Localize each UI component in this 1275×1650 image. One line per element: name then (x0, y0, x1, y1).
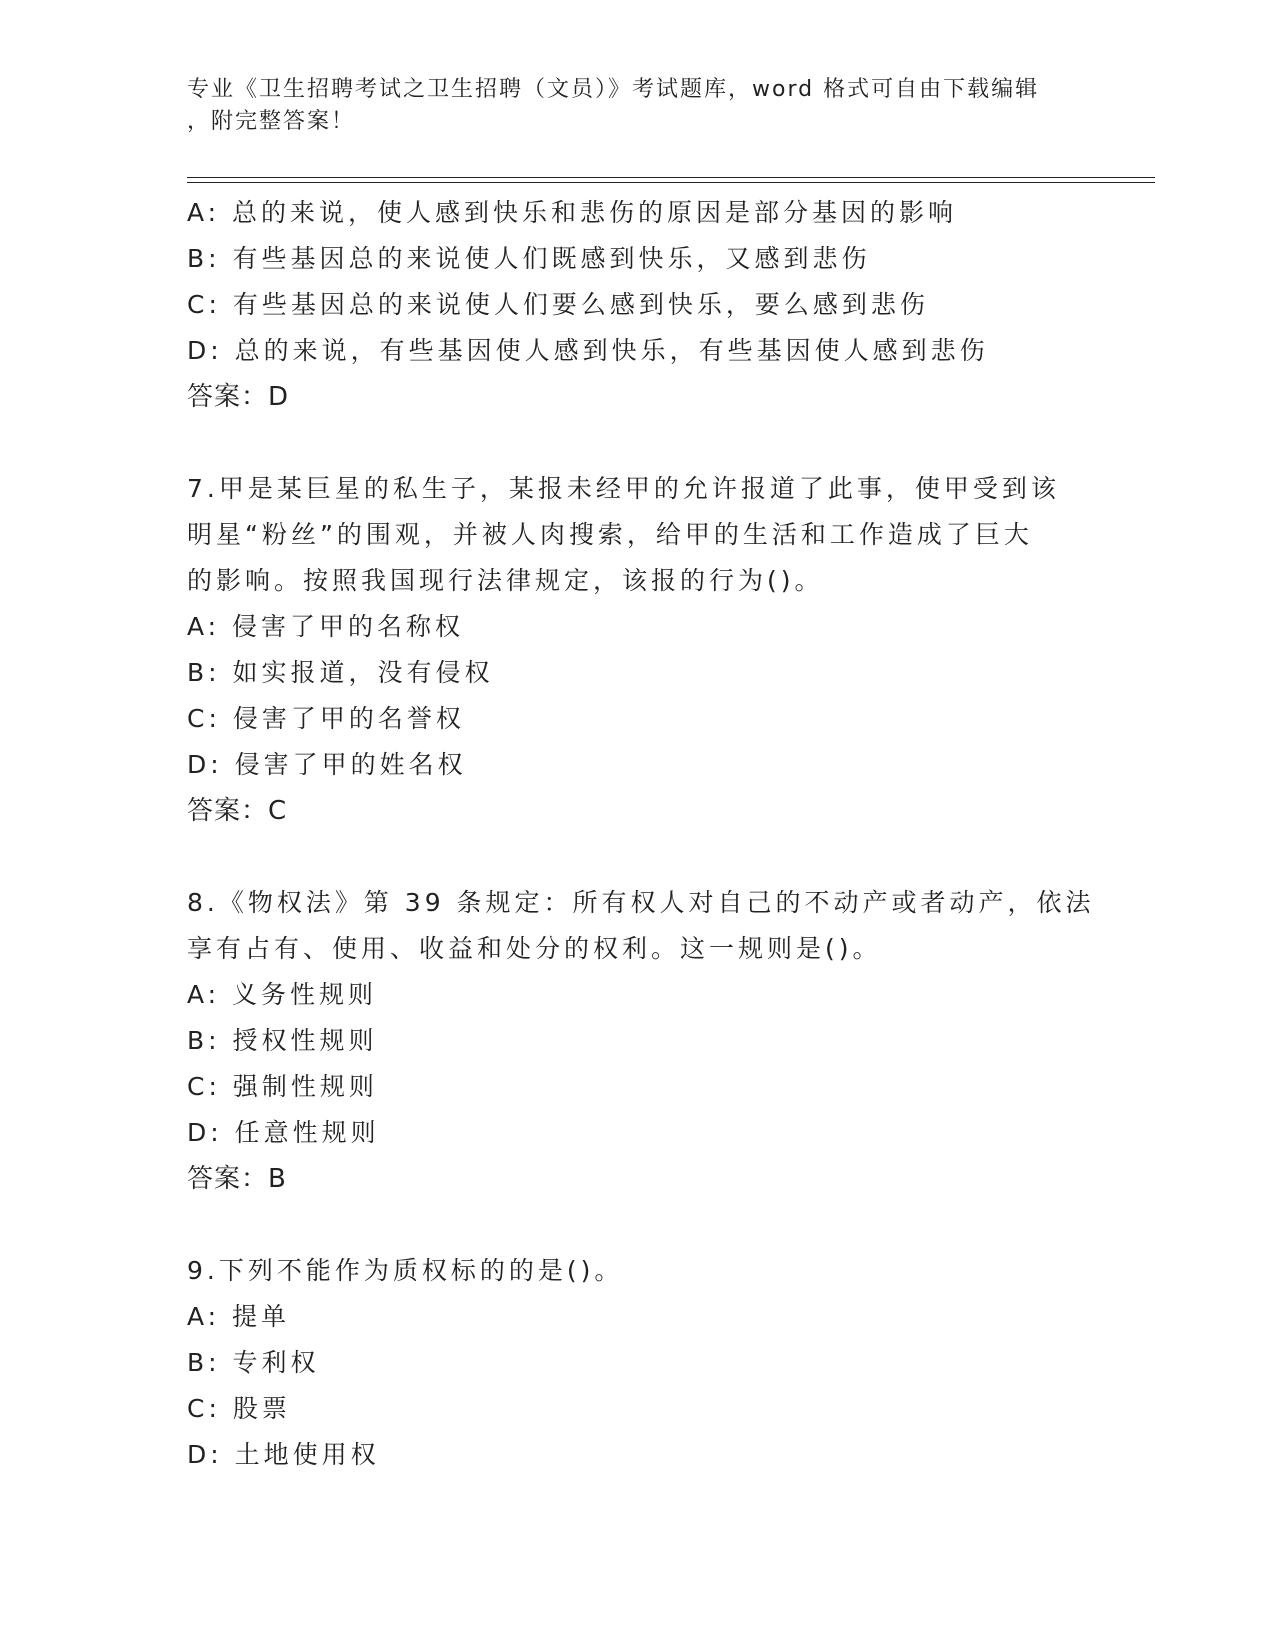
question-6-option-b: B: 有些基因总的来说使人们既感到快乐，又感到悲伤 (187, 244, 871, 273)
question-6-option-a: A: 总的来说，使人感到快乐和悲伤的原因是部分基因的影响 (187, 198, 958, 227)
header-line-2: ，附完整答案！ (187, 109, 356, 134)
question-7-stem-line-2: 明星“粉丝”的围观，并被人肉搜索，给甲的生活和工作造成了巨大 (187, 520, 1033, 549)
question-8-option-d: D: 任意性规则 (187, 1118, 380, 1147)
question-9-option-a: A: 提单 (187, 1302, 291, 1331)
question-8-option-b: B: 授权性规则 (187, 1026, 378, 1055)
header-line-1: 专业《卫生招聘考试之卫生招聘（文员）》考试题库，word 格式可自由下载编辑 (187, 77, 1040, 102)
question-9-stem-line-1: 9.下列不能作为质权标的的是()。 (187, 1256, 624, 1285)
question-7-stem-line-3: 的影响。按照我国现行法律规定，该报的行为()。 (187, 566, 824, 595)
question-8-answer: 答案：B (187, 1164, 287, 1194)
header-rule-bottom (187, 182, 1155, 183)
question-8 (187, 880, 1095, 1202)
question-9-option-b: B: 专利权 (187, 1348, 320, 1377)
question-7-answer: 答案：C (187, 796, 288, 826)
question-6-option-d: D: 总的来说，有些基因使人感到快乐，有些基因使人感到悲伤 (187, 336, 989, 365)
question-9-option-c: C: 股票 (187, 1394, 291, 1423)
question-6-answer: 答案：D (187, 382, 290, 412)
question-9 (187, 1248, 1087, 1478)
question-list (187, 190, 1095, 1478)
question-7-stem-line-1: 7.甲是某巨星的私生子，某报未经甲的允许报道了此事，使甲受到该 (187, 474, 1060, 503)
spacer (187, 420, 1087, 466)
question-9-option-d: D: 土地使用权 (187, 1440, 380, 1469)
question-8-stem-line-1: 8.《物权法》第 39 条规定：所有权人对自己的不动产或者动产，依法 (187, 888, 1095, 917)
spacer (187, 1202, 1087, 1248)
document-header (187, 74, 1067, 138)
question-7-option-d: D: 侵害了甲的姓名权 (187, 750, 467, 779)
question-7-option-c: C: 侵害了甲的名誉权 (187, 704, 465, 733)
question-7 (187, 466, 1087, 834)
question-8-stem-line-2: 享有占有、使用、收益和处分的权利。这一规则是()。 (187, 934, 882, 963)
header-rule-top (187, 177, 1155, 178)
question-7-option-a: A: 侵害了甲的名称权 (187, 612, 465, 641)
question-6 (187, 190, 1087, 420)
question-7-option-b: B: 如实报道，没有侵权 (187, 658, 494, 687)
spacer (187, 834, 1087, 880)
question-6-option-c: C: 有些基因总的来说使人们要么感到快乐，要么感到悲伤 (187, 290, 929, 319)
question-8-option-c: C: 强制性规则 (187, 1072, 378, 1101)
question-8-option-a: A: 义务性规则 (187, 980, 378, 1009)
